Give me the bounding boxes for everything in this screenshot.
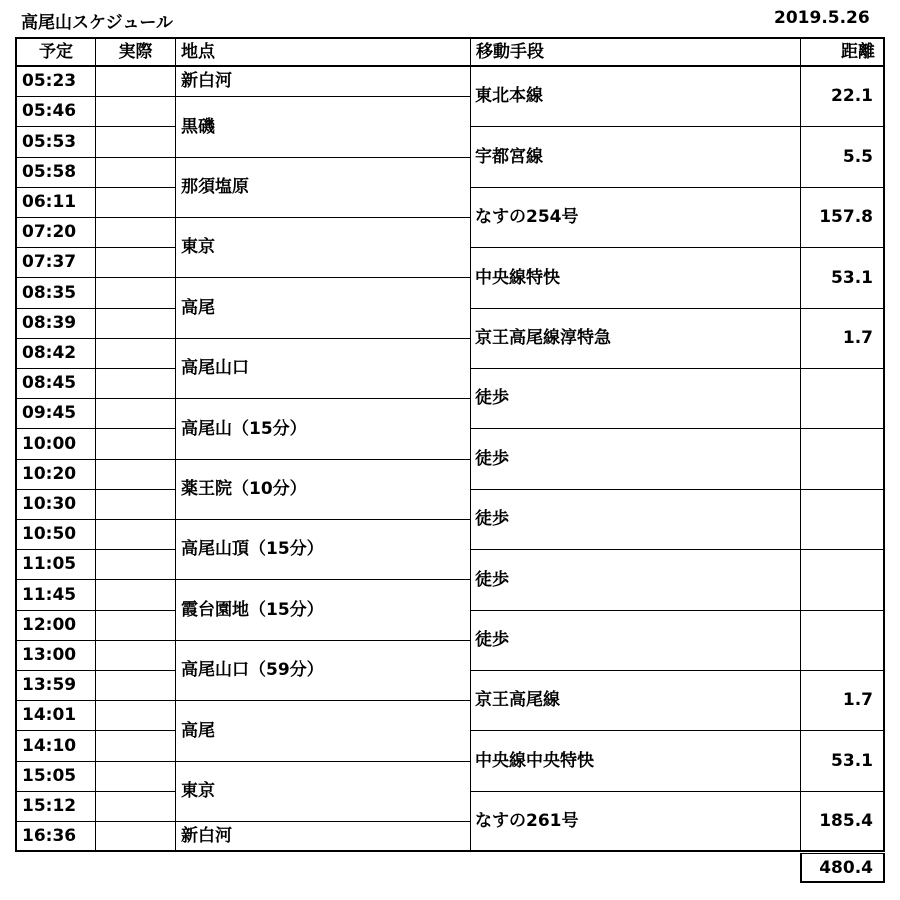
time-cell: 15:05 [15, 762, 95, 792]
time-cell: 11:05 [15, 550, 95, 580]
actual-cell [95, 97, 175, 127]
time-cell: 08:35 [15, 278, 95, 309]
time-cell: 13:59 [15, 671, 95, 701]
header-place: 地点 [175, 37, 470, 67]
actual-cell [95, 309, 175, 339]
place-cell: 霞台園地（15分） [175, 580, 470, 641]
distance-cell [800, 611, 885, 671]
distance-cell: 157.8 [800, 188, 885, 248]
actual-cell [95, 188, 175, 218]
time-cell: 13:00 [15, 641, 95, 671]
header-planned: 予定 [15, 37, 95, 67]
transport-cell: 徒歩 [470, 611, 800, 671]
distance-cell: 1.7 [800, 671, 885, 731]
actual-cell [95, 369, 175, 399]
transport-cell: 徒歩 [470, 490, 800, 550]
actual-cell [95, 641, 175, 671]
distance-cell: 53.1 [800, 248, 885, 309]
place-cell: 高尾山頂（15分） [175, 520, 470, 580]
actual-cell [95, 611, 175, 641]
schedule-date: 2019.5.26 [774, 8, 870, 28]
time-cell: 15:12 [15, 792, 95, 822]
time-cell: 07:20 [15, 218, 95, 248]
transport-cell: 中央線特快 [470, 248, 800, 309]
transport-cell: 京王高尾線 [470, 671, 800, 731]
time-cell: 10:50 [15, 520, 95, 550]
time-cell: 12:00 [15, 611, 95, 641]
schedule-table [15, 37, 885, 855]
time-cell: 06:11 [15, 188, 95, 218]
actual-cell [95, 127, 175, 158]
distance-cell [800, 550, 885, 611]
time-cell: 07:37 [15, 248, 95, 278]
distance-cell: 5.5 [800, 127, 885, 188]
page-title: 高尾山スケジュール [21, 13, 173, 33]
place-cell: 高尾山（15分） [175, 399, 470, 460]
place-cell: 高尾山口（59分） [175, 641, 470, 701]
place-cell: 高尾 [175, 278, 470, 339]
time-cell: 08:42 [15, 339, 95, 369]
time-cell: 14:10 [15, 731, 95, 762]
time-cell: 09:45 [15, 399, 95, 429]
actual-cell [95, 67, 175, 97]
distance-cell [800, 490, 885, 550]
place-cell: 新白河 [175, 67, 470, 97]
transport-cell: 京王高尾線淳特急 [470, 309, 800, 369]
distance-cell: 185.4 [800, 792, 885, 852]
total-distance: 480.4 [800, 853, 885, 883]
transport-cell: 徒歩 [470, 550, 800, 611]
distance-cell: 22.1 [800, 67, 885, 127]
time-cell: 08:39 [15, 309, 95, 339]
time-cell: 10:20 [15, 460, 95, 490]
actual-cell [95, 762, 175, 792]
distance-cell: 53.1 [800, 731, 885, 792]
header-transport: 移動手段 [470, 37, 800, 67]
actual-cell [95, 278, 175, 309]
time-cell: 05:58 [15, 158, 95, 188]
place-cell: 東京 [175, 762, 470, 822]
place-cell: 新白河 [175, 822, 470, 852]
time-cell: 08:45 [15, 369, 95, 399]
distance-cell: 1.7 [800, 309, 885, 369]
place-cell: 薬王院（10分） [175, 460, 470, 520]
actual-cell [95, 218, 175, 248]
actual-cell [95, 248, 175, 278]
transport-cell: 徒歩 [470, 369, 800, 429]
place-cell: 高尾 [175, 701, 470, 762]
place-cell: 那須塩原 [175, 158, 470, 218]
actual-cell [95, 399, 175, 429]
actual-cell [95, 822, 175, 852]
actual-cell [95, 339, 175, 369]
time-cell: 11:45 [15, 580, 95, 611]
transport-cell: なすの261号 [470, 792, 800, 852]
header-actual: 実際 [95, 37, 175, 67]
actual-cell [95, 701, 175, 731]
distance-cell [800, 369, 885, 429]
transport-cell: なすの254号 [470, 188, 800, 248]
actual-cell [95, 158, 175, 188]
actual-cell [95, 520, 175, 550]
transport-cell: 徒歩 [470, 429, 800, 490]
actual-cell [95, 429, 175, 460]
actual-cell [95, 490, 175, 520]
time-cell: 05:23 [15, 67, 95, 97]
time-cell: 16:36 [15, 822, 95, 852]
time-cell: 14:01 [15, 701, 95, 731]
transport-cell: 中央線中央特快 [470, 731, 800, 792]
transport-cell: 東北本線 [470, 67, 800, 127]
transport-cell: 宇都宮線 [470, 127, 800, 188]
place-cell: 黒磯 [175, 97, 470, 158]
time-cell: 05:53 [15, 127, 95, 158]
header-distance: 距離 [800, 37, 885, 67]
actual-cell [95, 460, 175, 490]
time-cell: 10:30 [15, 490, 95, 520]
time-cell: 05:46 [15, 97, 95, 127]
actual-cell [95, 580, 175, 611]
place-cell: 東京 [175, 218, 470, 278]
actual-cell [95, 731, 175, 762]
place-cell: 高尾山口 [175, 339, 470, 399]
actual-cell [95, 671, 175, 701]
distance-cell [800, 429, 885, 490]
actual-cell [95, 550, 175, 580]
time-cell: 10:00 [15, 429, 95, 460]
actual-cell [95, 792, 175, 822]
